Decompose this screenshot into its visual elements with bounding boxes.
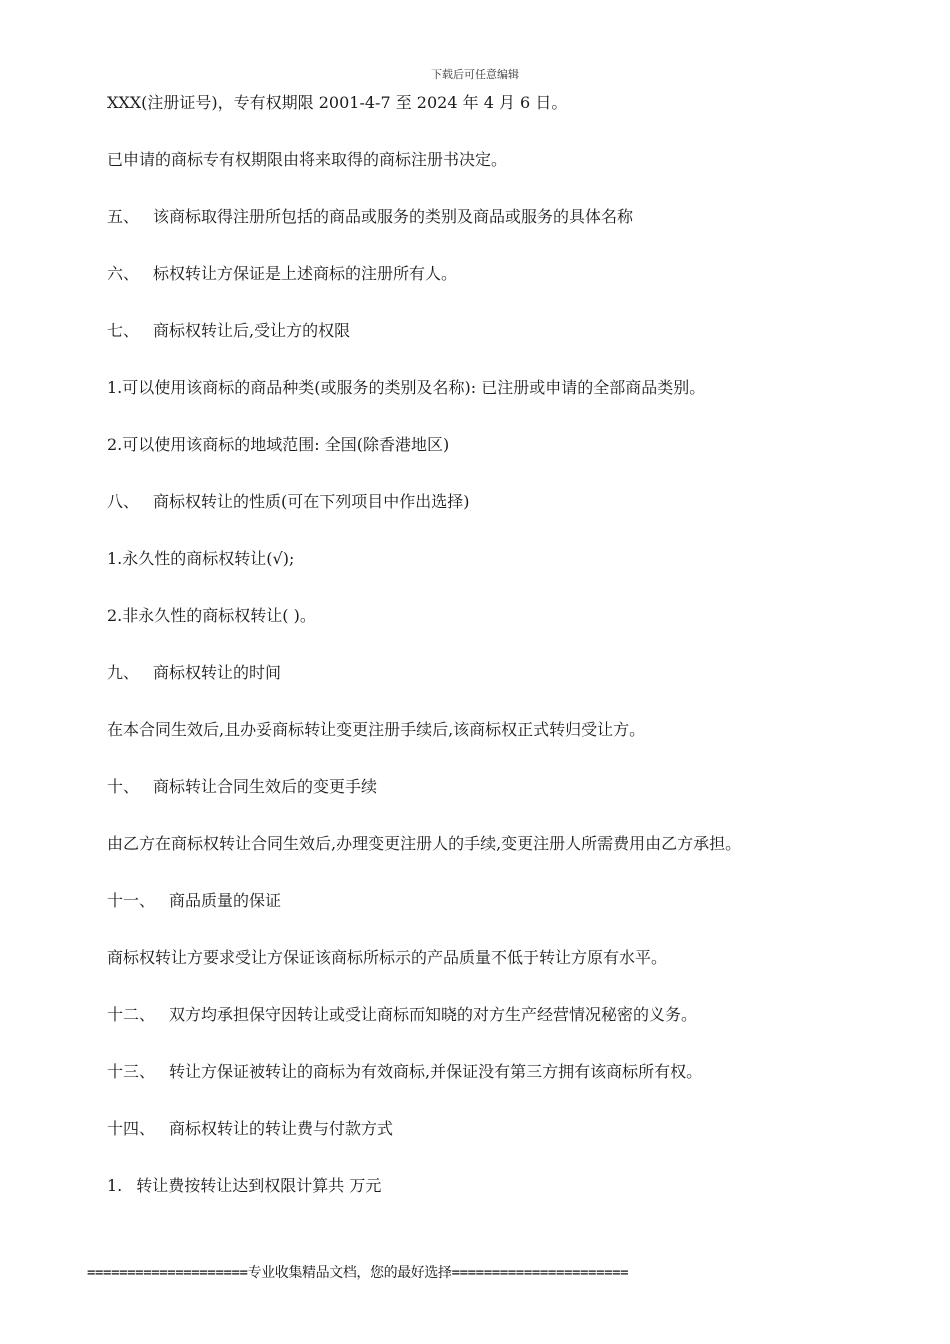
clause-text: 商标权转让的时间 — [153, 663, 282, 682]
clause-8-item-2 — [107, 605, 907, 662]
clause-11-body — [107, 947, 907, 1004]
paragraph-text: 2.非永久性的商标权转让( )。 — [107, 606, 316, 625]
clause-text: 双方均承担保守因转让或受让商标而知晓的对方生产经营情况秘密的义务。 — [169, 1005, 698, 1024]
clause-number: 十三、 — [107, 1062, 156, 1081]
clause-text: 转让费按转让达到权限计算共 万元 — [136, 1176, 382, 1195]
clause-5 — [107, 206, 907, 263]
clause-text: 商标权转让的转让费与付款方式 — [169, 1119, 394, 1138]
paragraph-pending-term — [107, 149, 907, 206]
clause-8 — [107, 491, 907, 548]
paragraph-registration-term — [107, 92, 907, 149]
clause-text: 转让方保证被转让的商标为有效商标,并保证没有第三方拥有该商标所有权。 — [169, 1062, 703, 1081]
clause-9 — [107, 662, 907, 719]
paragraph-text: 1.可以使用该商标的商品种类(或服务的类别及名称): 已注册或申请的全部商品类别。 — [107, 378, 706, 397]
clause-14 — [107, 1118, 907, 1175]
clause-number: 七、 — [107, 321, 140, 340]
clause-text: 商标权转让的性质(可在下列项目中作出选择) — [153, 492, 470, 511]
paragraph-text: 已申请的商标专有权期限由将来取得的商标注册书决定。 — [107, 150, 508, 169]
footer-banner: ====================专业收集精品文档，您的最好选择====================== — [87, 1265, 629, 1281]
clause-text: 商标权转让后,受让方的权限 — [153, 321, 351, 340]
clause-11 — [107, 890, 907, 947]
clause-6 — [107, 263, 907, 320]
clause-8-item-1 — [107, 548, 907, 605]
clause-7-item-1 — [107, 377, 907, 434]
clause-text: 该商标取得注册所包括的商品或服务的类别及商品或服务的具体名称 — [153, 207, 634, 226]
clause-12 — [107, 1004, 907, 1061]
clause-10-body — [107, 833, 907, 890]
header-note: 下载后可任意编辑 — [431, 68, 519, 81]
clause-9-body — [107, 719, 907, 776]
clause-text: 商标转让合同生效后的变更手续 — [153, 777, 378, 796]
paragraph-text: 商标权转让方要求受让方保证该商标所标示的产品质量不低于转让方原有水平。 — [107, 948, 668, 967]
paragraph-text: 由乙方在商标权转让合同生效后,办理变更注册人的手续,变更注册人所需费用由乙方承担。 — [107, 834, 742, 853]
clause-7-item-2 — [107, 434, 907, 491]
clause-text: 商品质量的保证 — [169, 891, 282, 910]
clause-number: 五、 — [107, 207, 140, 226]
clause-13 — [107, 1061, 907, 1118]
clause-7 — [107, 320, 907, 377]
clause-number: 六、 — [107, 264, 140, 283]
contract-body — [107, 92, 907, 1232]
paragraph-text: 在本合同生效后,且办妥商标转让变更注册手续后,该商标权正式转归受让方。 — [107, 720, 646, 739]
paragraph-text: 1.永久性的商标权转让(√); — [107, 549, 295, 568]
clause-14-item-1 — [107, 1175, 907, 1232]
clause-10 — [107, 776, 907, 833]
paragraph-text: XXX(注册证号)，专有权期限 2001-4-7 至 2024 年 4 月 6 日。 — [107, 93, 568, 112]
clause-number: 1. — [107, 1176, 123, 1195]
clause-text: 标权转让方保证是上述商标的注册所有人。 — [153, 264, 458, 283]
clause-number: 十四、 — [107, 1119, 156, 1138]
clause-number: 八、 — [107, 492, 140, 511]
clause-number: 十、 — [107, 777, 140, 796]
paragraph-text: 2.可以使用该商标的地域范围: 全国(除香港地区) — [107, 435, 450, 454]
clause-number: 十一、 — [107, 891, 156, 910]
clause-number: 九、 — [107, 663, 140, 682]
clause-number: 十二、 — [107, 1005, 156, 1024]
